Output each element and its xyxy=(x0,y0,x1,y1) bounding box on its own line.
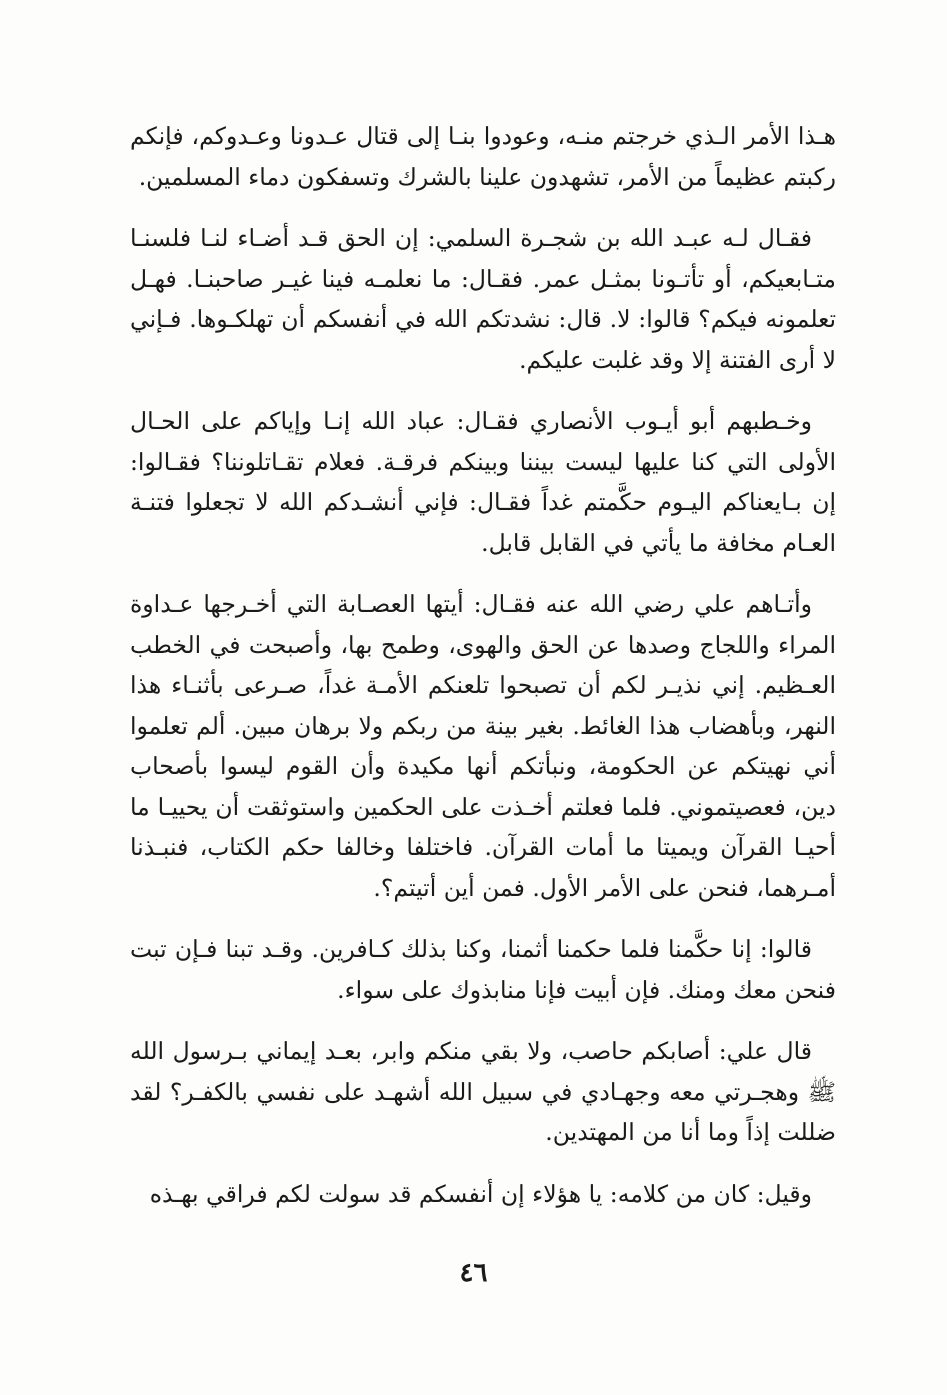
paragraph-3: وخـطبهم أبو أيـوب الأنصاري فقـال: عباد الله إنـا وإياكم على الحـال الأولى التي كنا عليها ليست بيننا وبينكم فرقـة. فعلام تقـاتلوننا؟ فقـالوا: إن بـايعناكم اليـوم حكَّمتم غداً فقـال: فإني أنشـدكم الله لا تجعلوا فتنـة العـام مخافة ما يأتي في القابل قابل. xyxy=(130,407,836,557)
paragraph-6: قال علي: أصابكم حاصب، ولا بقي منكم وابر، بعـد إيماني بـرسول الله ﷺ وهجـرتي معه وجهـادي في سبيل الله أشهـد على نفسي بالكفـر؟ لقد ضللت إذاً وما أنا من المهتدين. xyxy=(130,1037,836,1146)
body-text xyxy=(130,116,836,1235)
page-number: ٤٦ xyxy=(459,1258,488,1288)
paragraph-1: هـذا الأمر الـذي خرجتم منـه، وعودوا بنـا إلى قتال عـدونا وعـدوكم، فإنكم ركبتم عظيماً من الأمر، تشهدون علينا بالشرك وتسفكون دماء المسلمين. xyxy=(130,122,836,191)
paragraph-4: وأتـاهم علي رضي الله عنه فقـال: أيتها العصـابة التي أخـرجها عـداوة المراء واللجاج وصدها عن الحق والهوى، وطمح بها، وأصبحت في الخطب العـظيم. إني نذيـر لكم أن تصبحوا تلعنكم الأمـة غداً، صـرعى بأثنـاء هذا النهر، وبأهضاب هذا الغائط. بغير بينة من ربكم ولا برهان مبين. ألم تعلموا أني نهيتكم عن الحكومة، ونبأتكم أنها مكيدة وأن القوم ليسوا بأصحاب دين، فعصيتموني. فلما فعلتم أخـذت على الحكمين واستوثقت أن يحييـا ما أحيـا القرآن ويميتا ما أمات القرآن. فاختلفا وخالفا حكم الكتاب، فنبـذنا أمـرهما، فنحن على الأمر الأول. فمن أين أتيتم؟. xyxy=(130,590,836,902)
paragraph-7: وقيل: كان من كلامه: يا هؤلاء إن أنفسكم قد سولت لكم فراقي بهـذه xyxy=(149,1179,812,1208)
paragraph-5: قالوا: إنا حكَّمنا فلما حكمنا أثمنا، وكنا بذلك كـافرين. وقـد تبنا فـإن تبت فنحن معك ومنك. فإن أبيت فإنا منابذوك على سواء. xyxy=(130,935,836,1004)
paragraph-2: فقـال لـه عبـد الله بن شجـرة السلمي: إن الحق قـد أضـاء لنـا فلسنـا متـابعيكم، أو تأتـونا بمثـل عمر. فقـال: ما نعلمـه فينا غيـر صاحبنـا. فهـل تعلمونه فيكم؟ قالوا: لا. قال: نشدتكم الله في أنفسكم أن تهلكـوها. فـإني لا أرى الفتنة إلا وقد غلبت عليكم. xyxy=(130,224,836,374)
